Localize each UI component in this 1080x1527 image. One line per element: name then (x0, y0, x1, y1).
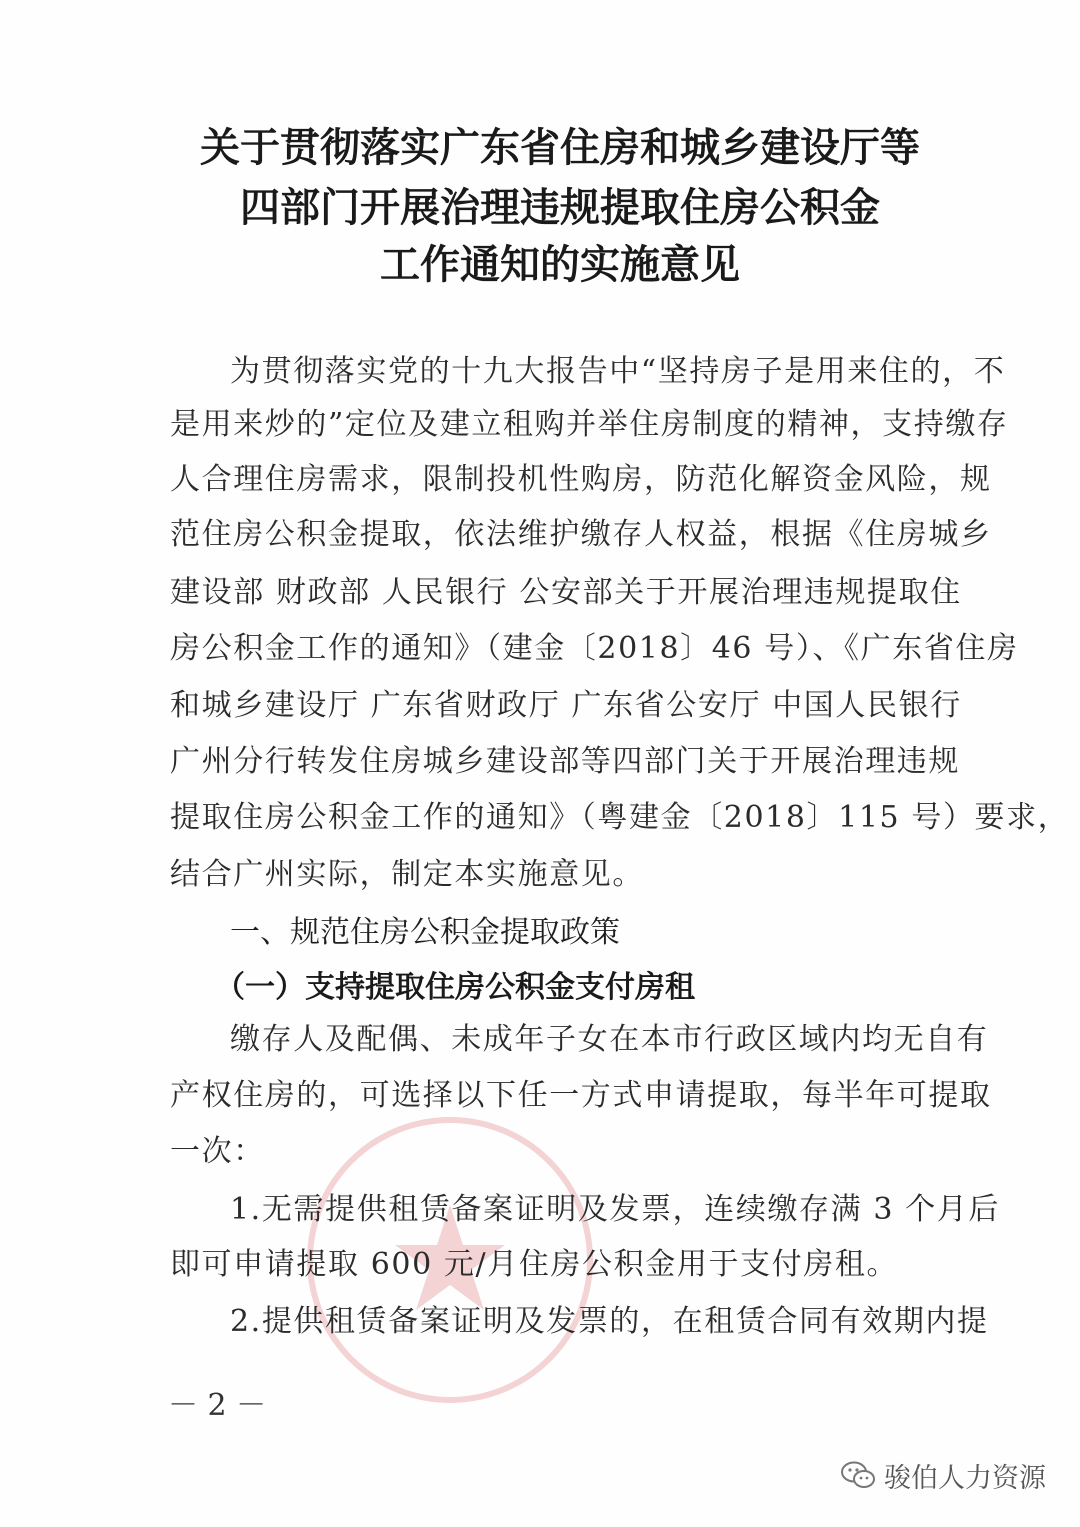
body-line: 是用来炒的”定位及建立租购并举住房制度的精神，支持缴存 (170, 407, 1009, 442)
body-line: 房公积金工作的通知》（建金〔2018〕46 号）、《广东省住房 (170, 631, 1019, 666)
body-line: 一次： (170, 1134, 265, 1169)
page-number: － 2 － (168, 1388, 267, 1423)
body-line: 范住房公积金提取，依法维护缴存人权益，根据《住房城乡 (170, 517, 992, 552)
body-line: 即可申请提取 600 元/月住房公积金用于支付房租。 (170, 1247, 899, 1282)
body-line: 结合广州实际，制定本实施意见。 (170, 857, 644, 892)
wechat-icon (840, 1460, 876, 1490)
body-line: 建设部 财政部 人民银行 公安部关于开展治理违规提取住 (170, 575, 962, 610)
subsection-heading: （一）支持提取住房公积金支付房租 (215, 970, 695, 1005)
body-line: 和城乡建设厅 广东省财政厅 广东省公安厅 中国人民银行 (170, 688, 962, 723)
document-title-line-2: 四部门开展治理违规提取住房公积金 (240, 185, 880, 231)
body-line: 提取住房公积金工作的通知》（粤建金〔2018〕115 号）要求， (170, 800, 1070, 835)
document-title-line-1: 关于贯彻落实广东省住房和城乡建设厅等 (200, 125, 920, 171)
body-line: 人合理住房需求，限制投机性购房，防范化解资金风险，规 (170, 462, 992, 497)
body-line: 2.提供租赁备案证明及发票的，在租赁合同有效期内提 (230, 1304, 989, 1339)
document-title-line-3: 工作通知的实施意见 (380, 242, 740, 288)
body-line: 广州分行转发住房城乡建设部等四部门关于开展治理违规 (170, 744, 960, 779)
body-line: 产权住房的，可选择以下任一方式申请提取，每半年可提取 (170, 1078, 992, 1113)
account-watermark (840, 1455, 1046, 1495)
body-line: 缴存人及配偶、未成年子女在本市行政区域内均无自有 (230, 1022, 989, 1057)
section-heading: 一、规范住房公积金提取政策 (230, 915, 620, 950)
watermark-text: 骏伯人力资源 (884, 1462, 1046, 1494)
body-line: 为贯彻落实党的十九大报告中“坚持房子是用来住的，不 (230, 354, 1006, 389)
body-line: 1.无需提供租赁备案证明及发票，连续缴存满 3 个月后 (230, 1192, 1000, 1227)
